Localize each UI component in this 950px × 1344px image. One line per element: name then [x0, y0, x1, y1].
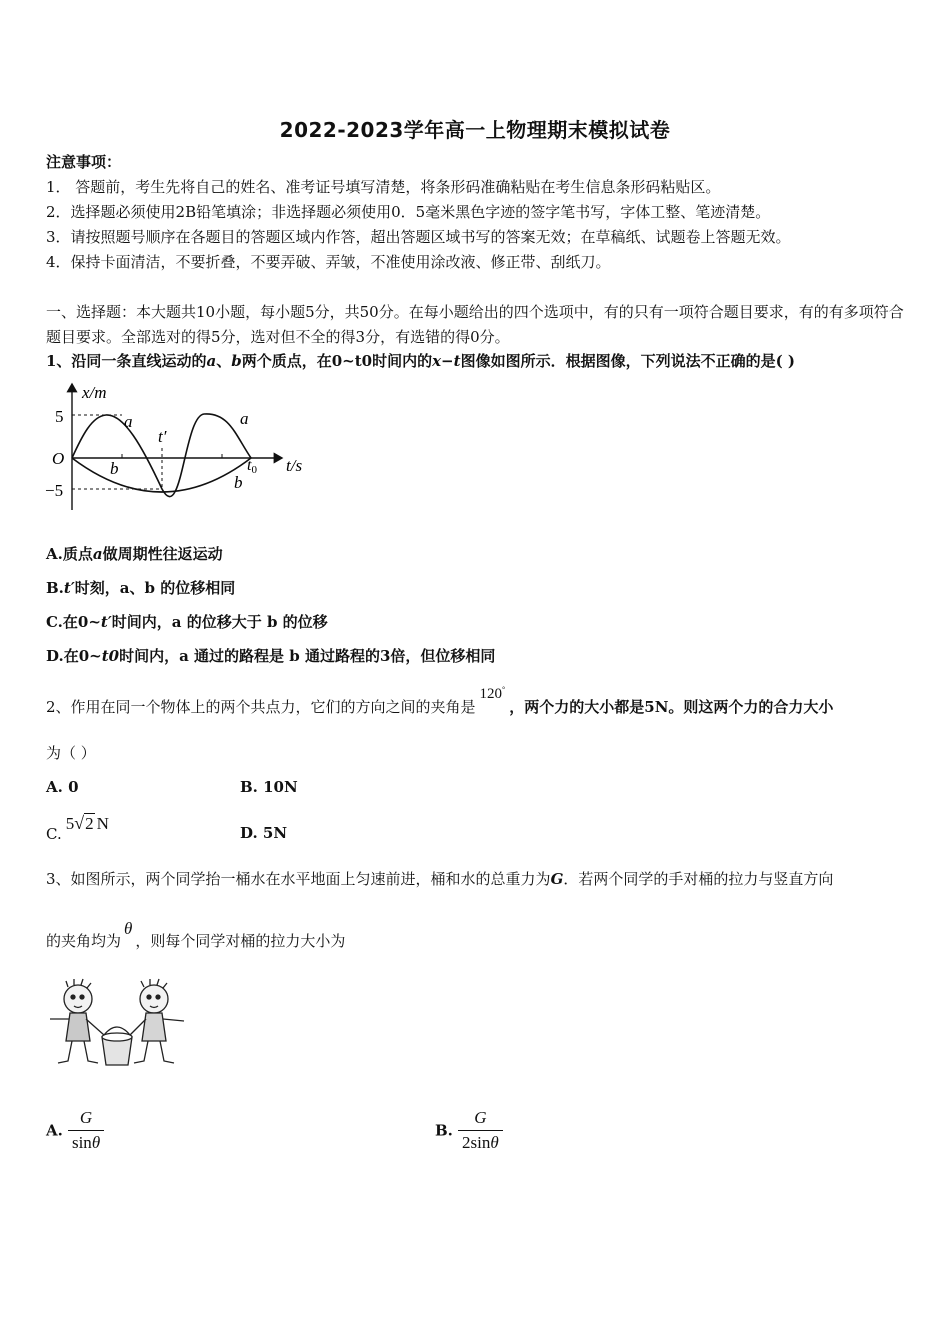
- q1-var-b: b: [231, 352, 242, 370]
- section-heading: 一、选择题：本大题共10小题，每小题5分，共50分。在每小题给出的四个选项中，有的只有一项符合题目要求，有的有多项符合题目要求。全部选对的得5分，选对但不全的得3分，有选错的得0分。: [46, 303, 904, 346]
- q3-stem-text-2: ．若两个同学的手对桶的拉力与竖直方向: [563, 870, 834, 888]
- q1-stem-text-2: 两个质点，在: [241, 352, 332, 370]
- q1-stem-text-1: 1、沿同一条直线运动的: [46, 352, 207, 370]
- notice-item-2: 2．选择题必须使用2B铅笔填涂；非选择题必须使用0．5毫米黑色字迹的签字笔书写，字体工整、笔迹清楚。: [46, 203, 771, 221]
- q2-stem-line-1: [46, 685, 834, 718]
- q1-sep: 、: [216, 352, 232, 370]
- q3-var-g: G: [550, 870, 564, 888]
- q1-stem: [46, 351, 795, 371]
- q1-stem-text-4: 图像如图所示．根据图像，下列说法不正确的是( ): [460, 352, 795, 370]
- page-title: 2022-2023学年高一上物理期末模拟试卷: [279, 118, 671, 142]
- q3-var-theta: θ: [124, 919, 133, 938]
- curve-a-label-2: a: [240, 409, 249, 428]
- q3-stem-text-4: ，则每个同学对桶的拉力大小为: [135, 932, 346, 950]
- q2-option-c-value: 5√2 N: [65, 813, 109, 833]
- curve-a-label-1: a: [124, 412, 133, 431]
- q2-option-b: B. 10N: [240, 778, 298, 796]
- q1-xt: x−t: [432, 352, 461, 370]
- q1-option-b: [46, 578, 235, 598]
- q3-option-a-fraction: $\frac{G}{\sin\theta}$: [68, 1108, 104, 1153]
- q1-option-a: [46, 544, 223, 564]
- q3-stem-text-1: 3、如图所示，两个同学抬一桶水在水平地面上匀速前进，桶和水的总重力为: [46, 870, 551, 888]
- q3-option-b: [435, 1108, 503, 1153]
- notice-item-3: 3．请按照题号顺序在各题目的答题区域内作答，超出答题区域书写的答案无效；在草稿纸、试题卷上答题无效。: [46, 228, 791, 246]
- q1-option-d-prefix: D.在0~: [46, 647, 102, 665]
- q2-stem-text-2: ，两个力的大小都是5N。则这两个力的合力大小: [509, 698, 834, 716]
- right-student-head: [140, 985, 168, 1013]
- q1-range: 0~t0: [331, 352, 373, 370]
- q1-option-c-var: t′: [100, 613, 112, 631]
- q1-option-b-var: t′: [63, 579, 75, 597]
- notice-item-4: 4．保持卡面清洁，不要折叠，不要弄破、弄皱，不准使用涂改液、修正带、刮纸刀。: [46, 253, 611, 271]
- q1-option-d-var: t0: [101, 647, 120, 665]
- q3-option-b-fraction: $\frac{G}{2\sin\theta}$: [458, 1108, 503, 1153]
- origin-label: O: [52, 449, 65, 468]
- q3-illustration: [44, 975, 192, 1071]
- q3-option-a: [46, 1108, 104, 1153]
- q1-option-a-text: 做周期性往返运动: [102, 545, 223, 563]
- q2-option-d: D. 5N: [240, 824, 288, 842]
- q3-stem-line-2: [46, 919, 346, 951]
- q2-option-c-prefix: C.: [46, 825, 62, 843]
- tprime-label: t′: [158, 427, 167, 446]
- q1-option-a-prefix: A.质点: [46, 545, 93, 563]
- q1-option-d: [46, 646, 495, 666]
- q1-option-c-text: 时间内，a 的位移大于 b 的位移: [111, 613, 328, 631]
- q1-option-b-text: 时刻，a、b 的位移相同: [74, 579, 236, 597]
- q3-stem-text-3: 的夹角均为: [46, 932, 122, 950]
- notice-item-1: 1． 答题前，考生先将自己的姓名、准考证号填写清楚，将条形码准确粘贴在考生信息条形码粘贴区。: [46, 178, 721, 196]
- q2-stem-line-2: 为（ ）: [46, 744, 96, 762]
- y-axis-label: x/m: [82, 383, 107, 402]
- q1-stem-text-3: 时间内的: [372, 352, 433, 370]
- curve-b-label-1: b: [110, 459, 119, 478]
- q1-var-a: a: [206, 352, 217, 370]
- q3-option-b-prefix: B.: [435, 1121, 453, 1140]
- q2-option-c: [46, 813, 109, 843]
- left-student-head: [64, 985, 92, 1013]
- q3-stem-line-1: [46, 869, 833, 889]
- y5-tick-label: 5: [55, 407, 64, 426]
- q3-option-a-prefix: A.: [46, 1121, 63, 1140]
- curve-b-label-2: b: [234, 473, 243, 492]
- q2-stem-text-1: 2、作用在同一个物体上的两个共点力，它们的方向之间的夹角是: [46, 698, 476, 716]
- yneg5-tick-label: −5: [45, 481, 64, 500]
- q1-xt-graph: [44, 376, 314, 516]
- q2-option-a: A. 0: [46, 778, 79, 796]
- notice-heading: 注意事项：: [46, 153, 122, 171]
- x-axis-label: t/s: [286, 456, 303, 475]
- q1-option-a-var: a: [92, 545, 103, 563]
- q1-option-c-prefix: C.在0~: [46, 613, 101, 631]
- t0-label: t0: [247, 457, 257, 476]
- q2-angle: 120°: [479, 685, 506, 702]
- q1-option-b-prefix: B.: [46, 579, 64, 597]
- q1-option-d-text: 时间内，a 通过的路程是 b 通过路程的3倍，但位移相同: [119, 647, 496, 665]
- q1-option-c: [46, 612, 328, 632]
